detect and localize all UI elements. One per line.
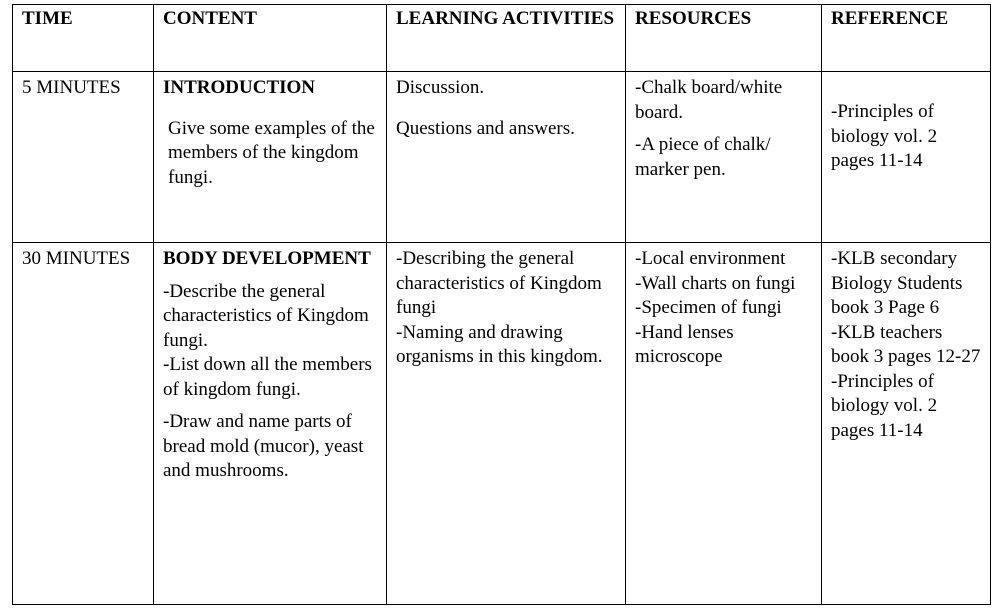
activities-cell: [387, 243, 626, 605]
content-item: -List down all the members of kingdom fungi.: [163, 354, 372, 400]
reference-cell: [822, 72, 991, 243]
time-cell: [13, 243, 154, 605]
resource-item: -A piece of chalk/ marker pen.: [635, 134, 771, 180]
section-title: BODY DEVELOPMENT: [163, 248, 371, 269]
content-cell: [154, 243, 387, 605]
header-content: CONTENT: [154, 5, 387, 72]
header-reference: REFERENCE: [822, 5, 991, 72]
content-item: -Describe the general characteristics of Kingdom fungi.: [163, 280, 369, 351]
resource-item: -Specimen of fungi: [635, 297, 782, 318]
time-value: 30 MINUTES: [22, 248, 131, 269]
activity-item: Discussion.: [396, 77, 485, 98]
lesson-plan-table: [12, 4, 991, 605]
content-item: Give some examples of the members of the kingdom fungi.: [168, 117, 375, 188]
reference-cell: [822, 243, 991, 605]
header-row: [13, 5, 991, 72]
activity-item: -Naming and drawing organisms in this kingdom.: [396, 321, 603, 367]
reference-item: -KLB secondary Biology Students book 3 Page 6: [831, 248, 963, 318]
time-cell: [13, 72, 154, 243]
header-resources: RESOURCES: [626, 5, 822, 72]
resources-cell: [626, 243, 822, 605]
activity-item: Questions and answers.: [396, 117, 575, 139]
resources-cell: [626, 72, 822, 243]
resource-item: -Wall charts on fungi: [635, 272, 796, 294]
table-row-body-development: [13, 243, 991, 605]
resource-item: -Hand lenses microscope: [635, 321, 734, 367]
resource-item: -Chalk board/white board.: [635, 77, 783, 123]
table-row-introduction: [13, 72, 991, 243]
resource-item: -Local environment: [635, 248, 786, 269]
content-item: -Draw and name parts of bread mold (mucor), yeast and mushrooms.: [163, 411, 364, 481]
reference-item: -Principles of biology vol. 2 pages 11-14: [831, 101, 938, 171]
header-learning-activities: LEARNING ACTIVITIES: [387, 5, 626, 72]
time-value: 5 MINUTES: [22, 77, 121, 98]
content-cell: [154, 72, 387, 243]
section-title: INTRODUCTION: [163, 77, 316, 98]
reference-item: -KLB teachers book 3 pages 12-27: [831, 321, 981, 367]
activities-cell: [387, 72, 626, 243]
header-time: TIME: [13, 5, 154, 72]
reference-item: -Principles of biology vol. 2 pages 11-14: [831, 370, 938, 441]
activity-item: -Describing the general characteristics of Kingdom fungi: [396, 248, 602, 318]
